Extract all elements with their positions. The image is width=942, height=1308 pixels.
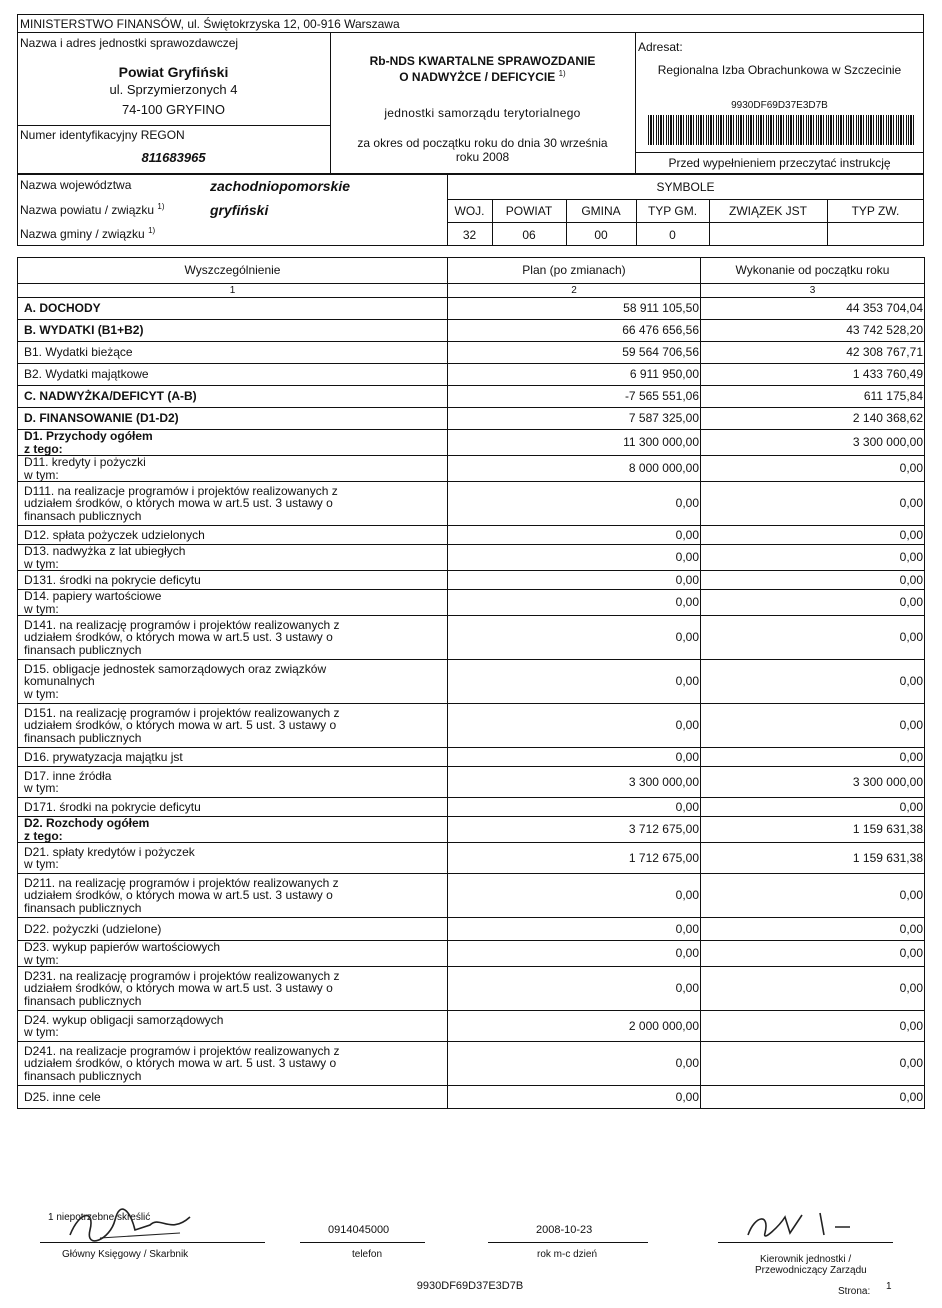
row-execution-value: 2 140 368,62 xyxy=(701,408,925,430)
symbol-header-gmina: GMINA xyxy=(581,204,621,218)
row-label: D171. środki na pokrycie deficytu xyxy=(18,798,448,817)
table-row xyxy=(18,874,925,918)
row-plan-value: 0,00 xyxy=(448,748,701,767)
row-execution-value: 0,00 xyxy=(701,526,925,545)
unit-label: Nazwa i adres jednostki sprawozdawczej xyxy=(20,36,239,50)
county-value: gryfiński xyxy=(210,202,269,218)
row-label: D241. na realizacje programów i projektów realizowanych z udziałem środków, o których mowa w art. 5 ust. 3 ustawy o finansach publicznych xyxy=(18,1042,448,1086)
row-plan-value: -7 565 551,06 xyxy=(448,386,701,408)
row-plan-value: 0,00 xyxy=(448,660,701,704)
symbol-value-gmina: 00 xyxy=(594,228,608,242)
row-execution-value: 0,00 xyxy=(701,590,925,616)
row-plan-value: 7 587 325,00 xyxy=(448,408,701,430)
symbol-value-powiat: 06 xyxy=(522,228,536,242)
report-table xyxy=(17,257,925,1109)
column-header-description: Wyszczególnienie xyxy=(18,258,448,284)
column-number-1: 1 xyxy=(18,284,448,298)
row-plan-value: 59 564 706,56 xyxy=(448,342,701,364)
row-plan-value: 0,00 xyxy=(448,874,701,918)
row-plan-value: 6 911 950,00 xyxy=(448,364,701,386)
row-execution-value: 1 433 760,49 xyxy=(701,364,925,386)
row-label: D22. pożyczki (udzielone) xyxy=(18,918,448,941)
table-row xyxy=(18,342,925,364)
row-label: D25. inne cele xyxy=(18,1086,448,1109)
county-label: Nazwa powiatu / związku $^{1)}$ xyxy=(20,202,165,217)
row-label: D23. wykup papierów wartościowych w tym: xyxy=(18,941,448,967)
table-row xyxy=(18,408,925,430)
table-row xyxy=(18,386,925,408)
symbol-header-woj: WOJ. xyxy=(454,204,485,218)
table-row xyxy=(18,571,925,590)
row-label: D16. prywatyzacja majątku jst xyxy=(18,748,448,767)
table-row xyxy=(18,1042,925,1086)
phone-value: 0914045000 xyxy=(328,1224,390,1236)
table-row xyxy=(18,941,925,967)
table-row xyxy=(18,545,925,571)
row-plan-value: 0,00 xyxy=(448,1086,701,1109)
row-plan-value: 66 476 656,56 xyxy=(448,320,701,342)
row-plan-value: 8 000 000,00 xyxy=(448,456,701,482)
row-execution-value: 0,00 xyxy=(701,456,925,482)
table-row xyxy=(18,364,925,386)
symbol-header-zwiazek: ZWIĄZEK JST xyxy=(729,204,807,218)
row-plan-value: 0,00 xyxy=(448,526,701,545)
voivodeship-label: Nazwa województwa xyxy=(20,178,132,192)
footnote: 1 niepotrzebne skreślić xyxy=(48,1212,151,1223)
table-row xyxy=(18,798,925,817)
row-label: D12. spłata pożyczek udzielonych xyxy=(18,526,448,545)
row-label: B2. Wydatki majątkowe xyxy=(18,364,448,386)
row-label: D15. obligacje jednostek samorządowych oraz związków komunalnych w tym: xyxy=(18,660,448,704)
row-plan-value: 0,00 xyxy=(448,590,701,616)
row-plan-value: 3 712 675,00 xyxy=(448,817,701,843)
row-execution-value: 0,00 xyxy=(701,748,925,767)
column-number-3: 3 xyxy=(701,284,925,298)
report-period-1: za okres od początku roku do dnia 30 września xyxy=(357,136,608,150)
row-plan-value: 11 300 000,00 xyxy=(448,430,701,456)
table-row xyxy=(18,1011,925,1042)
row-plan-value: 2 000 000,00 xyxy=(448,1011,701,1042)
row-label: D211. na realizację programów i projektów realizowanych z udziałem środków, o których mowa w art.5 ust. 3 ustawy o finansach publicznych xyxy=(18,874,448,918)
accountant-label: Główny Księgowy / Skarbnik xyxy=(62,1249,189,1260)
row-plan-value: 0,00 xyxy=(448,545,701,571)
row-execution-value: 611 175,84 xyxy=(701,386,925,408)
head-label: Kierownik jednostki / xyxy=(760,1254,852,1265)
row-label: D111. na realizacje programów i projektów realizowanych z udziałem środków, o których mowa w art.5 ust. 3 ustawy o finansach publicznych xyxy=(18,482,448,526)
voivodeship-value: zachodniopomorskie xyxy=(210,178,351,194)
barcode-text: 9930DF69D37E3D7B xyxy=(731,100,828,111)
table-row xyxy=(18,320,925,342)
row-plan-value: 3 300 000,00 xyxy=(448,767,701,798)
row-execution-value: 44 353 704,04 xyxy=(701,298,925,320)
head-label-2: Przewodniczący Zarządu xyxy=(755,1265,867,1276)
row-execution-value: 0,00 xyxy=(701,967,925,1011)
row-label: D1. Przychody ogółem z tego: xyxy=(18,430,448,456)
report-title-1: Rb-NDS KWARTALNE SPRAWOZDANIE xyxy=(369,54,596,68)
symbols-label: SYMBOLE xyxy=(656,180,715,194)
row-execution-value: 0,00 xyxy=(701,482,925,526)
column-header-execution: Wykonanie od początku roku xyxy=(701,258,925,284)
report-title-2: O NADWYŻCE / DEFICYCIE $^{1)}$ xyxy=(399,69,566,84)
commune-label: Nazwa gminy / związku $^{1)}$ xyxy=(20,226,156,241)
row-execution-value: 1 159 631,38 xyxy=(701,817,925,843)
row-label: D. FINANSOWANIE (D1-D2) xyxy=(18,408,448,430)
report-title-3: jednostki samorządu terytorialnego xyxy=(384,106,581,120)
row-plan-value: 0,00 xyxy=(448,616,701,660)
table-row xyxy=(18,482,925,526)
row-label: C. NADWYŻKA/DEFICYT (A-B) xyxy=(18,386,448,408)
column-header-plan: Plan (po zmianach) xyxy=(448,258,701,284)
table-row xyxy=(18,590,925,616)
table-row xyxy=(18,748,925,767)
row-label: D21. spłaty kredytów i pożyczek w tym: xyxy=(18,843,448,874)
row-label: D131. środki na pokrycie deficytu xyxy=(18,571,448,590)
row-plan-value: 0,00 xyxy=(448,1042,701,1086)
symbol-header-powiat: POWIAT xyxy=(505,204,553,218)
table-row xyxy=(18,817,925,843)
row-label: D24. wykup obligacji samorządowych w tym: xyxy=(18,1011,448,1042)
table-row xyxy=(18,616,925,660)
footer-barcode-text: 9930DF69D37E3D7B xyxy=(416,1280,524,1292)
unit-street: ul. Sprzymierzonych 4 xyxy=(109,82,238,97)
row-execution-value: 42 308 767,71 xyxy=(701,342,925,364)
table-row xyxy=(18,298,925,320)
row-plan-value: 0,00 xyxy=(448,967,701,1011)
accountant-signature xyxy=(60,1205,200,1245)
row-execution-value: 0,00 xyxy=(701,1086,925,1109)
unit-name: Powiat Gryfiński xyxy=(118,64,229,80)
row-plan-value: 0,00 xyxy=(448,918,701,941)
regon-value: 811683965 xyxy=(141,150,206,165)
row-label: D151. na realizację programów i projektów realizowanych z udziałem środków, o których mowa w art. 5 ust. 3 ustawy o finansach publicznych xyxy=(18,704,448,748)
phone-label: telefon xyxy=(352,1249,383,1260)
date-value: 2008-10-23 xyxy=(536,1224,593,1236)
table-row xyxy=(18,967,925,1011)
table-row xyxy=(18,526,925,545)
row-execution-value: 0,00 xyxy=(701,704,925,748)
symbol-header-typgm: TYP GM. xyxy=(647,204,698,218)
report-period-2: roku 2008 xyxy=(455,150,510,164)
row-plan-value: 0,00 xyxy=(448,798,701,817)
row-execution-value: 0,00 xyxy=(701,1011,925,1042)
addressee-label: Adresat: xyxy=(638,40,683,54)
row-execution-value: 0,00 xyxy=(701,874,925,918)
table-row xyxy=(18,767,925,798)
table-row xyxy=(18,704,925,748)
row-plan-value: 0,00 xyxy=(448,941,701,967)
table-row xyxy=(18,843,925,874)
row-label: D13. nadwyżka z lat ubiegłych w tym: xyxy=(18,545,448,571)
row-execution-value: 1 159 631,38 xyxy=(701,843,925,874)
instruction-note: Przed wypełnieniem przeczytać instrukcję xyxy=(668,156,891,170)
row-label: D11. kredyty i pożyczki w tym: xyxy=(18,456,448,482)
row-plan-value: 0,00 xyxy=(448,482,701,526)
unit-city: 74-100 GRYFINO xyxy=(121,102,226,117)
row-label: B1. Wydatki bieżące xyxy=(18,342,448,364)
row-execution-value: 0,00 xyxy=(701,545,925,571)
row-plan-value: 58 911 105,50 xyxy=(448,298,701,320)
row-execution-value: 0,00 xyxy=(701,918,925,941)
row-execution-value: 0,00 xyxy=(701,571,925,590)
row-label: D14. papiery wartościowe w tym: xyxy=(18,590,448,616)
row-execution-value: 3 300 000,00 xyxy=(701,767,925,798)
barcode-image xyxy=(648,115,914,145)
regon-label: Numer identyfikacyjny REGON xyxy=(20,128,185,142)
row-label: D231. na realizację programów i projektów realizowanych z udziałem środków, o których mowa w art.5 ust. 3 ustawy o finansach publicznych xyxy=(18,967,448,1011)
row-execution-value: 0,00 xyxy=(701,616,925,660)
symbol-value-woj: 32 xyxy=(462,228,477,242)
date-label: rok m-c dzień xyxy=(537,1249,598,1260)
ministry-address: MINISTERSTWO FINANSÓW, ul. Świętokrzyska 12, 00-916 Warszawa xyxy=(20,17,400,31)
row-plan-value: 0,00 xyxy=(448,704,701,748)
table-row xyxy=(18,918,925,941)
table-row xyxy=(18,660,925,704)
symbol-header-typzw: TYP ZW. xyxy=(851,204,900,218)
row-plan-value: 1 712 675,00 xyxy=(448,843,701,874)
table-row xyxy=(18,1086,925,1109)
row-label: B. WYDATKI (B1+B2) xyxy=(18,320,448,342)
symbol-value-typgm: 0 xyxy=(669,228,676,242)
page-label: Strona: xyxy=(838,1286,871,1297)
addressee-name: Regionalna Izba Obrachunkowa w Szczecinie xyxy=(657,63,902,77)
head-signature xyxy=(740,1205,880,1245)
row-execution-value: 3 300 000,00 xyxy=(701,430,925,456)
row-execution-value: 0,00 xyxy=(701,941,925,967)
page-number: 1 xyxy=(886,1281,892,1292)
row-plan-value: 0,00 xyxy=(448,571,701,590)
row-execution-value: 43 742 528,20 xyxy=(701,320,925,342)
table-row xyxy=(18,456,925,482)
row-label: D2. Rozchody ogółem z tego: xyxy=(18,817,448,843)
table-row xyxy=(18,430,925,456)
row-label: D141. na realizację programów i projektów realizowanych z udziałem środków, o których mowa w art.5 ust. 3 ustawy o finansach publicznych xyxy=(18,616,448,660)
row-execution-value: 0,00 xyxy=(701,798,925,817)
row-execution-value: 0,00 xyxy=(701,660,925,704)
row-execution-value: 0,00 xyxy=(701,1042,925,1086)
column-number-2: 2 xyxy=(448,284,701,298)
row-label: A. DOCHODY xyxy=(18,298,448,320)
row-label: D17. inne źródła w tym: xyxy=(18,767,448,798)
